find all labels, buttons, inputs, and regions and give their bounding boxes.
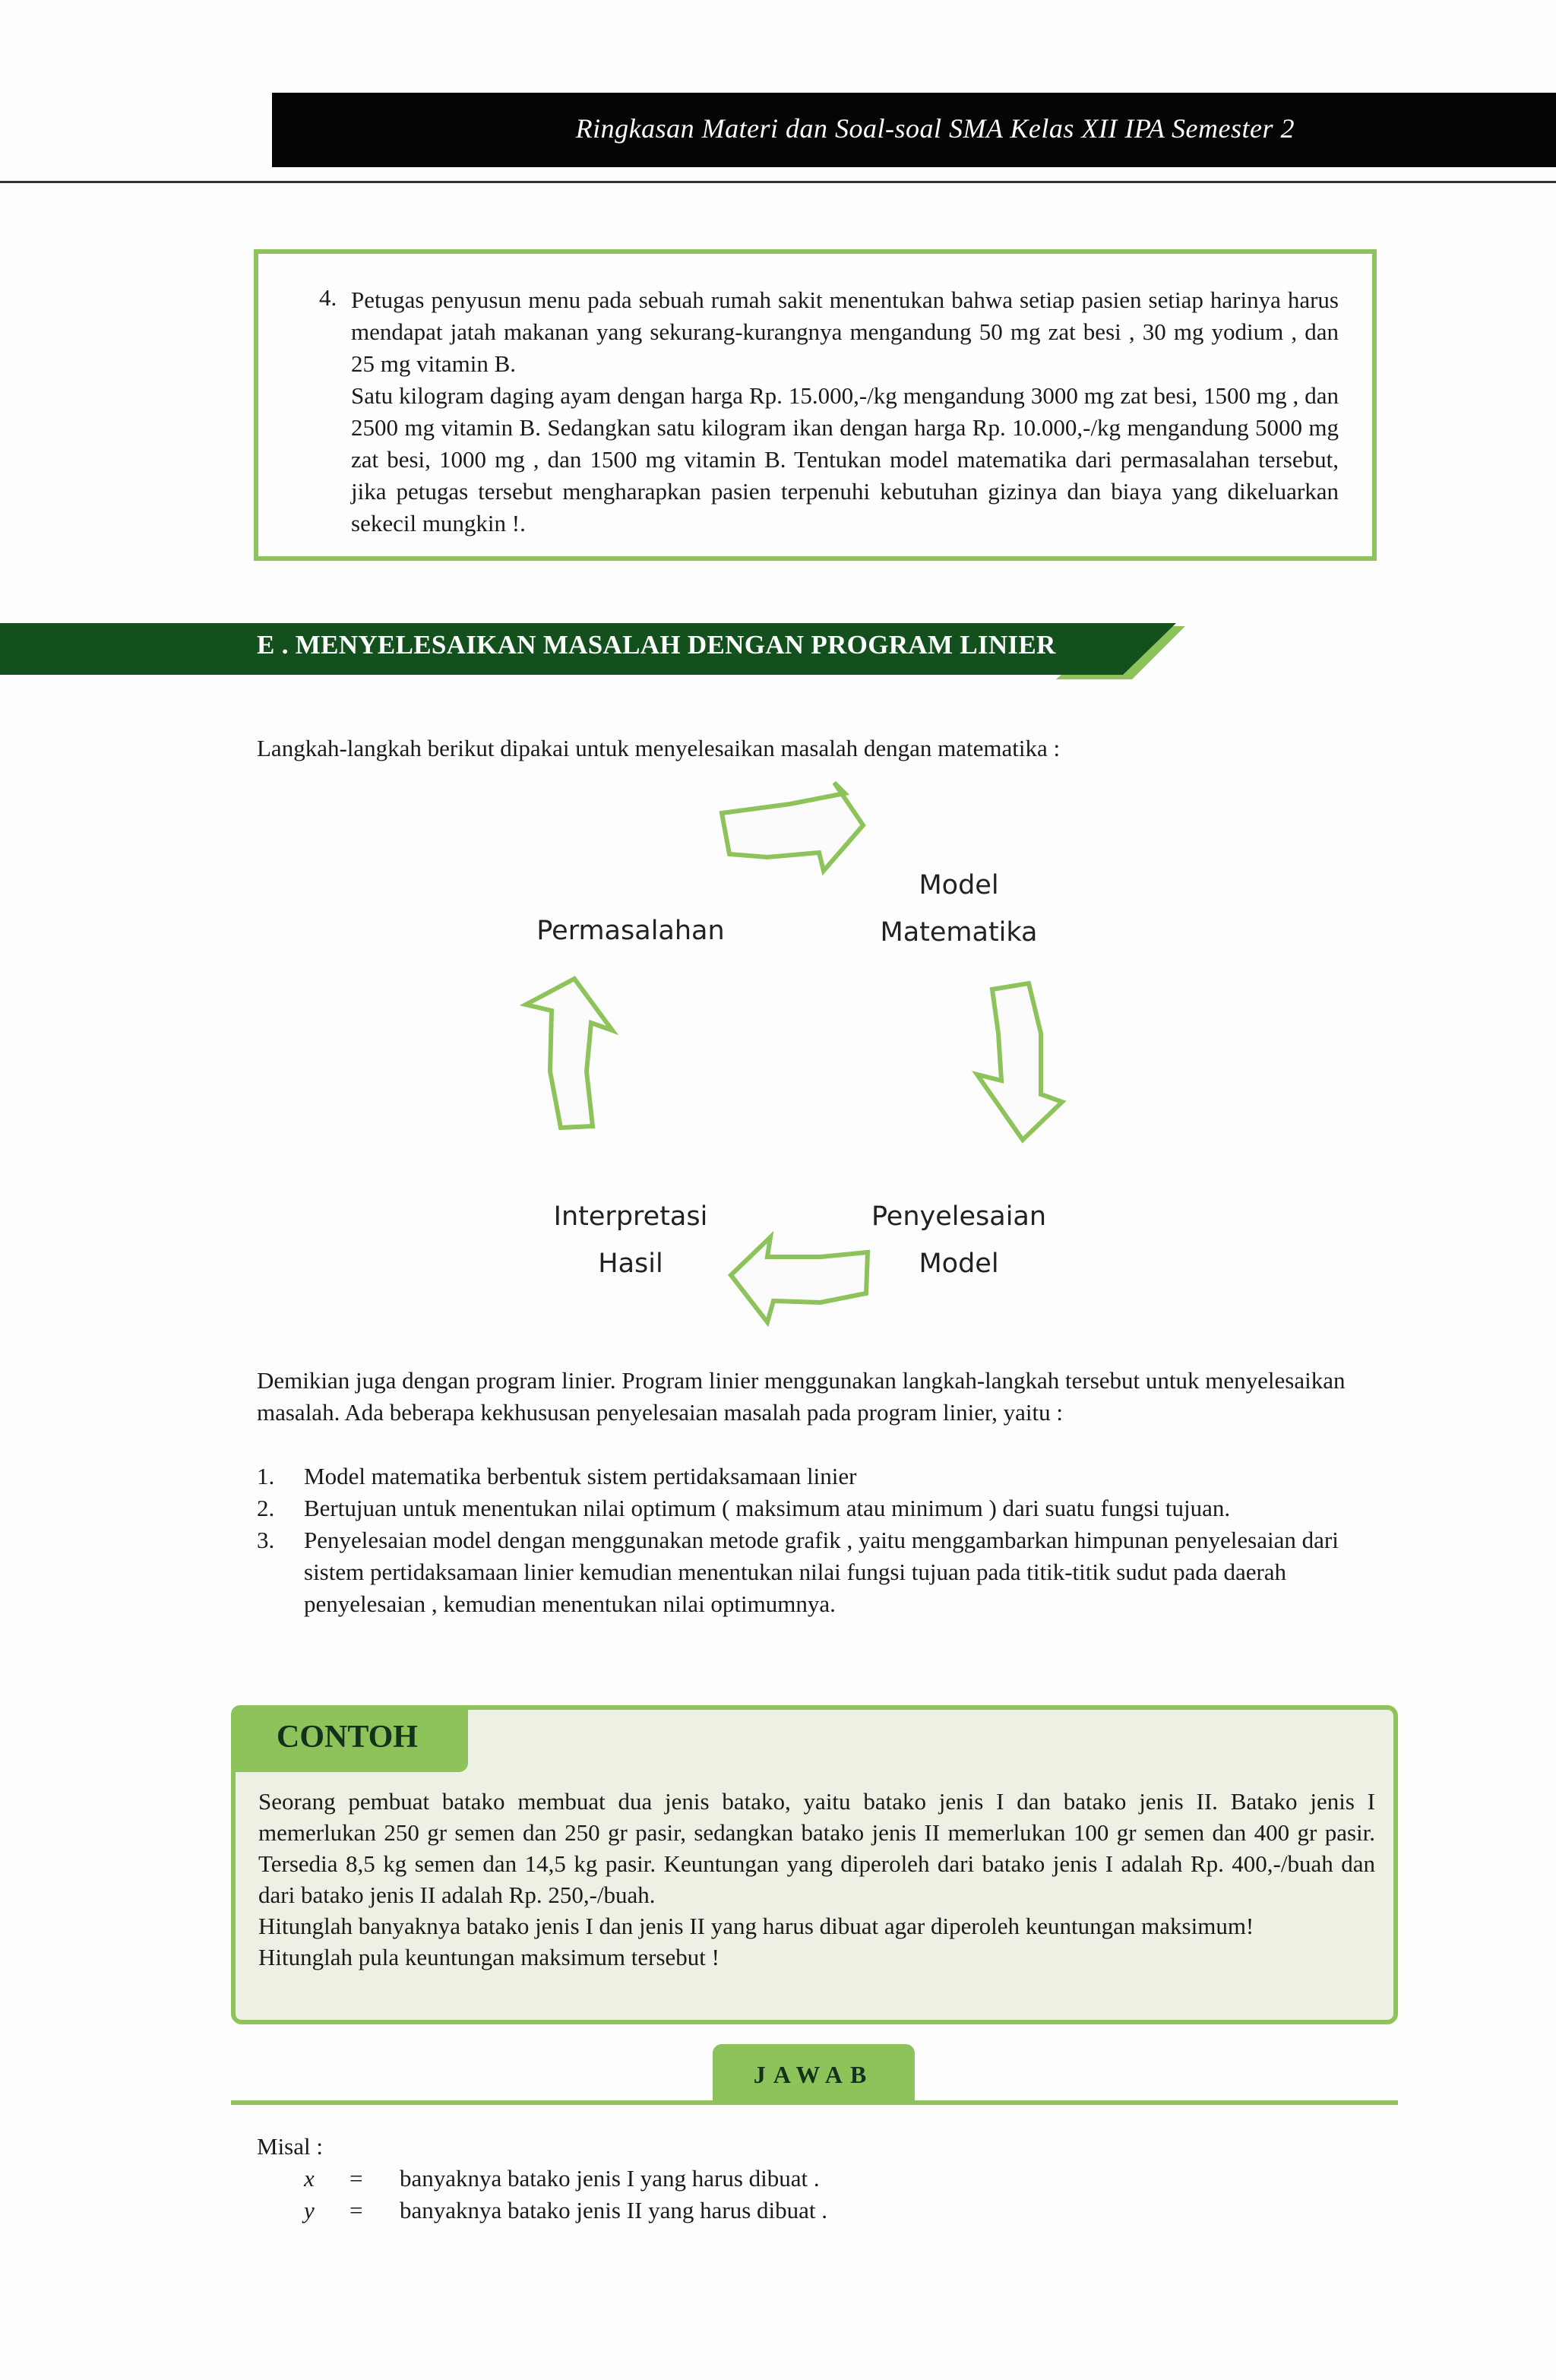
node-interpretasi-hasil [532, 1193, 729, 1287]
node-label: Hasil [598, 1249, 663, 1279]
arrow-up-icon [526, 979, 612, 1128]
header-title: Ringkasan Materi dan Soal-soal SMA Kelas XII IPA Semester 2 [575, 113, 1295, 144]
jawab-label: JAWAB [753, 2061, 874, 2088]
problem-number: 4. [319, 284, 337, 311]
contoh-paragraph: Hitunglah pula keuntungan maksimum tersebut ! [258, 1944, 719, 1970]
list-item [257, 1492, 1351, 1524]
contoh-tab [231, 1705, 468, 1772]
node-penyelesaian-model [859, 1193, 1059, 1287]
arrow-right-icon [722, 783, 863, 871]
problem-text [351, 284, 1339, 540]
node-label: Permasalahan [536, 916, 725, 946]
list-item-number: 2. [257, 1495, 275, 1521]
list-item-text: Penyelesaian model dengan menggunakan metode grafik , yaitu menggambarkan himpunan penyelesaian dari sistem pertidaksamaan linier kemudian menentukan nilai fungsi tujuan pada titik-titik sudut pada daerah penyelesaian , kemudian menentukan nilai optimumnya. [304, 1527, 1339, 1617]
jawab-divider [231, 2100, 1398, 2105]
variable-description: banyaknya batako jenis II yang harus dibuat . [400, 2197, 827, 2223]
variable-equals: = [349, 2165, 363, 2192]
problem-box [254, 249, 1377, 561]
section-title: E . MENYELESAIKAN MASALAH DENGAN PROGRAM LINIER [257, 630, 1056, 660]
contoh-box [231, 1705, 1398, 2024]
contoh-label: CONTOH [277, 1720, 418, 1755]
misal-label: Misal : [257, 2133, 323, 2160]
list-item [257, 1461, 1351, 1492]
arrow-left-icon [731, 1237, 868, 1322]
list-item [257, 1524, 1351, 1620]
node-label: Penyelesaian [871, 1201, 1047, 1232]
jawab-tab [713, 2044, 915, 2105]
node-label: Model [919, 1249, 999, 1279]
list-item-text: Model matematika berbentuk sistem pertidaksamaan linier [304, 1463, 857, 1489]
contoh-text [258, 1786, 1375, 1973]
header-bar [272, 93, 1556, 167]
variable-symbol: x [304, 2165, 315, 2192]
problem-paragraph: Petugas penyusun menu pada sebuah rumah sakit menentukan bahwa setiap pasien setiap harinya harus mendapat jatah makanan yang sekurang-kurangnya mengandung 50 mg zat besi , 30 mg yodium , dan 25 mg vitamin B. [351, 286, 1339, 377]
variable-equals: = [349, 2197, 363, 2223]
intro-text: Langkah-langkah berikut dipakai untuk menyelesaikan masalah dengan matematika : [257, 735, 1061, 761]
node-permasalahan [524, 907, 737, 954]
cycle-arrows [0, 767, 1556, 1330]
problem-paragraph: Satu kilogram daging ayam dengan harga Rp. 15.000,-/kg mengandung 3000 mg zat besi, 1500 mg , dan 2500 mg vitamin B. Sedangkan satu kilogram ikan dengan harga Rp. 10.000,-/kg mengandung 5000 mg zat besi, 1000 mg , dan 1500 mg vitamin B. Tentukan model matematika dari permasalahan tersebut, jika petugas tersebut mengharapkan pasien terpenuhi kebutuhan gizinya dan biaya yang dikeluarkan sekecil mungkin !. [351, 382, 1339, 536]
contoh-paragraph: Seorang pembuat batako membuat dua jenis batako, yaitu batako jenis I dan batako jenis II. Batako jenis I memerlukan 250 gr semen dan 250 gr pasir, sedangkan batako jenis II memerlukan 100 gr semen dan 400 gr pasir. Tersedia 8,5 kg semen dan 14,5 kg pasir. Keuntungan yang diperoleh dari batako jenis I adalah Rp. 400,-/buah dan dari batako jenis II adalah Rp. 250,-/buah. [258, 1788, 1375, 1908]
list-item-number: 1. [257, 1463, 275, 1489]
list-item-text: Bertujuan untuk menentukan nilai optimum ( maksimum atau minimum ) dari suatu fungsi tujuan. [304, 1495, 1231, 1521]
variable-symbol: y [304, 2197, 315, 2223]
body-text: Demikian juga dengan program linier. Program linier menggunakan langkah-langkah tersebut untuk menyelesaikan masalah. Ada beberapa kekhususan penyelesaian masalah pada program linier, yaitu : [257, 1367, 1346, 1426]
node-label: Model [919, 870, 999, 900]
contoh-paragraph: Hitunglah banyaknya batako jenis I dan jenis II yang harus dibuat agar diperoleh keuntungan maksimum! [258, 1913, 1254, 1939]
list-item-number: 3. [257, 1527, 275, 1553]
node-model-matematika [859, 862, 1059, 956]
node-label: Matematika [880, 917, 1038, 948]
header-rule [0, 181, 1556, 183]
cycle-diagram [0, 767, 1556, 1330]
specifics-list [257, 1461, 1351, 1620]
node-label: Interpretasi [553, 1201, 708, 1232]
variable-description: banyaknya batako jenis I yang harus dibuat . [400, 2165, 820, 2192]
arrow-down-icon [977, 983, 1062, 1140]
